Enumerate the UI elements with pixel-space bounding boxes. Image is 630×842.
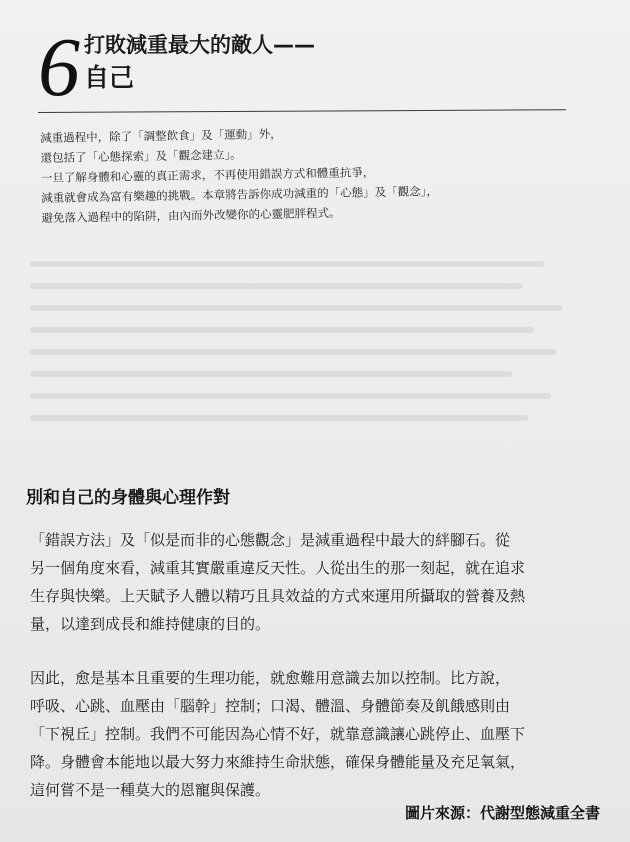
intro-line: 避免落入過程中的陷阱，由內而外改變你的心靈肥胖程式。	[41, 205, 341, 225]
bleed-line	[30, 415, 528, 421]
section-heading: 別和自己的身體與心理作對	[26, 488, 230, 508]
paragraph-line: 生存與快樂。上天賦予人體以精巧且具效益的方式來運用所攝取的營養及熱	[30, 587, 526, 605]
image-source-caption: 圖片來源：代謝型態減重全書	[404, 804, 600, 822]
bleed-line	[30, 393, 551, 399]
bleed-line	[30, 349, 556, 355]
paragraph-line: 這何嘗不是一種莫大的恩寵與保護。	[30, 781, 271, 799]
intro-line: 還包括了「心態探索」及「觀念建立」。	[40, 147, 242, 165]
chapter-intro	[40, 120, 522, 228]
paragraph-line: 因此，愈是基本且重要的生理功能，就愈難用意識去加以控制。比方說，	[30, 669, 511, 687]
bleed-line	[30, 305, 562, 311]
paragraph-line: 呼吸、心跳、血壓由「腦幹」控制；口渴、體溫、身體節奏及飢餓感則由	[30, 697, 511, 715]
chapter-title-line2: 自己	[84, 63, 135, 92]
bleed-through-texture	[30, 245, 590, 475]
intro-line: 減重過程中，除了「調整飲食」及「運動」外，	[40, 126, 282, 145]
bleed-line	[30, 327, 534, 333]
bleed-line	[30, 283, 523, 289]
intro-line: 減重就會成為富有樂趣的挑戰。本章將告訴你成功減重的「心態」及「觀念」，	[41, 184, 439, 205]
intro-line: 一旦了解身體和心靈的真正需求，不再使用錯誤方式和體重抗爭，	[40, 165, 375, 185]
bleed-line	[30, 261, 545, 267]
paragraph-line: 另一個角度來看，減重其實嚴重違反天性。人從出生的那一刻起，就在追求	[30, 559, 526, 577]
paragraph-line: 降。身體會本能地以最大努力來維持生命狀態，確保身體能量及充足氧氣，	[30, 753, 526, 771]
chapter-title-line1: 打敗減重最大的敵人——	[84, 33, 315, 57]
paragraph-line: 「錯誤方法」及「似是而非的心態觀念」是減重過程中最大的絆腳石。從	[30, 531, 511, 549]
paragraph-line: 「下視丘」控制。我們不可能因為心情不好，就靠意識讓心跳停止、血壓下	[30, 725, 526, 743]
body-paragraph-2	[30, 664, 586, 804]
chapter-number: 6	[38, 21, 80, 114]
bleed-line	[30, 371, 512, 377]
title-divider	[38, 109, 566, 113]
body-paragraph-1	[30, 526, 586, 638]
chapter-title	[84, 30, 315, 96]
paragraph-line: 量，以達到成長和維持健康的目的。	[30, 615, 271, 633]
